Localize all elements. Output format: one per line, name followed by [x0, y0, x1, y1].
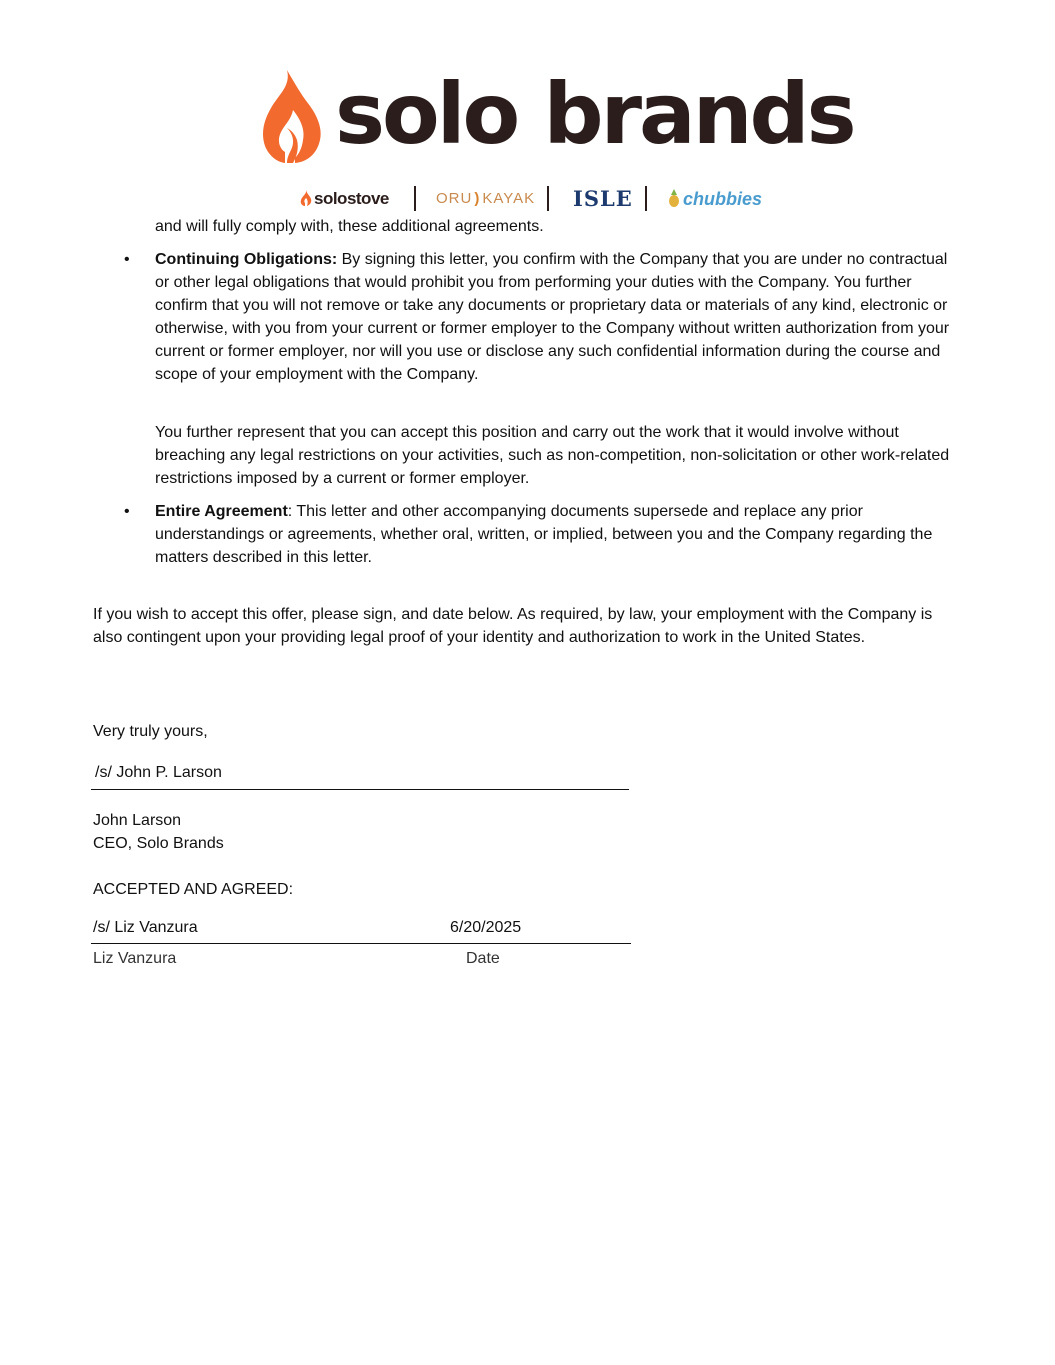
signature-date: 6/20/2025: [450, 919, 522, 936]
bullet-extra-paragraph: You further represent that you can accept this position and carry out the work that it would involve without breaching any legal restrictions on your activities, such as non-competition, non-solicitation or other work-related restrictions imposed by a current or former employer.: [155, 424, 950, 487]
solo-stove-logo: [300, 183, 389, 215]
signer-title: CEO, Solo Brands: [93, 835, 224, 852]
bullet-text: By signing this letter, you confirm with the Company that you are under no contractual or other legal obligations that would prohibit you from performing your duties with the Company. You further confirm that you will not remove or take any documents or proprietary data or materials of any kind, electronic or otherwise, with you from your current or former employer to the Company without written authorization from your current or former employer, nor will you use or disclose any such confidential information during the course and scope of your employment with the Company.: [155, 251, 950, 383]
logo-separator: [547, 186, 549, 211]
chubbies-logo: [668, 183, 762, 215]
bullet-text: : This letter and other accompanying documents supersede and replace any prior understandings or agreements, whether oral, written, or implied, between you and the Company regarding the matters described in this letter.: [155, 503, 933, 566]
signer-name: John Larson: [93, 812, 182, 829]
date-caption: Date: [466, 950, 500, 967]
brand-wordmark: solo brands: [335, 65, 854, 163]
accepted-heading: ACCEPTED AND AGREED:: [93, 881, 294, 898]
logo-separator: [645, 186, 647, 211]
bullet-entire-agreement: [155, 500, 950, 569]
logo-separator: [414, 186, 416, 211]
solo-brands-logo: [255, 65, 854, 168]
salutation: Very truly yours,: [93, 723, 208, 740]
signature-line: [91, 789, 629, 790]
employee-signature: /s/ Liz Vanzura: [93, 919, 198, 936]
bullet-label: Continuing Obligations:: [155, 251, 338, 268]
continued-line: and will fully comply with, these additional agreements.: [155, 218, 544, 235]
mini-flame-icon: [300, 190, 312, 206]
bullet-continuing-obligations: [155, 248, 950, 386]
employee-name-caption: Liz Vanzura: [93, 950, 177, 967]
sub-brand-logos: [300, 183, 763, 215]
oru-text: ORU: [436, 190, 473, 207]
ceo-signature: /s/ John P. Larson: [95, 764, 222, 781]
bullet-icon: •: [124, 251, 130, 268]
oru-kayak-logo: ORU ) KAYAK: [436, 190, 536, 207]
isle-logo: ISLE: [573, 186, 633, 211]
chubbies-text: chubbies: [683, 189, 763, 209]
bullet-label: Entire Agreement: [155, 503, 288, 520]
acceptance-line: [91, 943, 631, 944]
kayak-text: KAYAK: [482, 190, 536, 207]
flame-icon: [257, 68, 323, 164]
pineapple-icon: [668, 189, 680, 207]
closing-paragraph: If you wish to accept this offer, please sign, and date below. As required, by law, your employment with the Company is also contingent upon your providing legal proof of your identity and authorization to work in the United States.: [93, 606, 933, 646]
bullet-icon: •: [124, 503, 130, 520]
solo-stove-text: solostove: [314, 189, 389, 208]
